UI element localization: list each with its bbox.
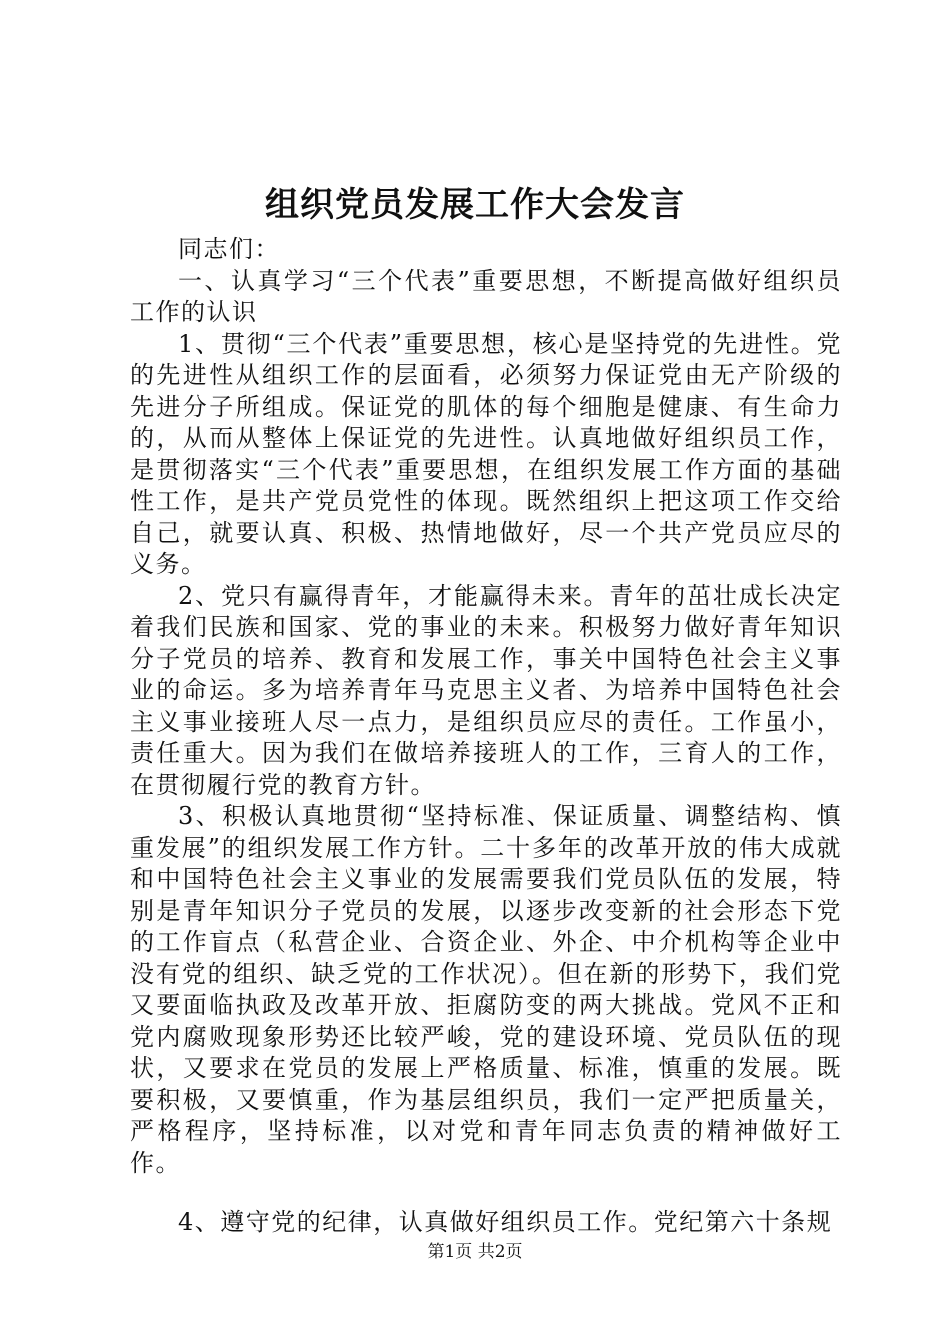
paragraph-2: 2、党只有赢得青年，才能赢得未来。青年的茁壮成长决定着我们民族和国家、党的事业的未来。积极努力做好青年知识分子党员的培养、教育和发展工作，事关中国特色社会主义事业的命运。多为培养青年马克思主义者、为培养中国特色社会主义事业接班人尽一点力，是组织员应尽的责任。工作虽小，责任重大。因为我们在做培养接班人的工作，三育人的工作，在贯彻履行党的教育方针。 <box>130 581 842 799</box>
paragraph-heading-1: 一、认真学习“三个代表”重要思想，不断提高做好组织员工作的认识 <box>130 266 842 326</box>
document-title: 组织党员发展工作大会发言 <box>265 185 685 225</box>
salutation: 同志们： <box>178 235 280 263</box>
page-number: 第1页 共2页 <box>427 1242 523 1262</box>
paragraph-4: 4、遵守党的纪律，认真做好组织员工作。党纪第六十条规 <box>178 1208 833 1236</box>
paragraph-1: 1、贯彻“三个代表”重要思想，核心是坚持党的先进性。党的先进性从组织工作的层面看，必须努力保证党由无产阶级的先进分子所组成。保证党的肌体的每个细胞是健康、有生命力的，从而从整体上保证党的先进性。认真地做好组织员工作，是贯彻落实“三个代表”重要思想，在组织发展工作方面的基础性工作，是共产党员党性的体现。既然组织上把这项工作交给自己，就要认真、积极、热情地做好，尽一个共产党员应尽的义务。 <box>130 329 842 578</box>
document-body <box>130 234 842 1239</box>
paragraph-3: 3、积极认真地贯彻“坚持标准、保证质量、调整结构、慎重发展”的组织发展工作方针。二十多年的改革开放的伟大成就和中国特色社会主义事业的发展需要我们党员队伍的发展，特别是青年知识分子党员的发展，以逐步改变新的社会形态下党的工作盲点（私营企业、合资企业、外企、中介机构等企业中没有党的组织、缺乏党的工作状况）。但在新的形势下，我们党又要面临执政及改革开放、拒腐防变的两大挑战。党风不正和党内腐败现象形势还比较严峻，党的建设环境、党员队伍的现状，又要求在党员的发展上严格质量、标准，慎重的发展。既要积极，又要慎重，作为基层组织员，我们一定严把质量关，严格程序，坚持标准，以对党和青年同志负责的精神做好工作。 <box>130 802 842 1177</box>
